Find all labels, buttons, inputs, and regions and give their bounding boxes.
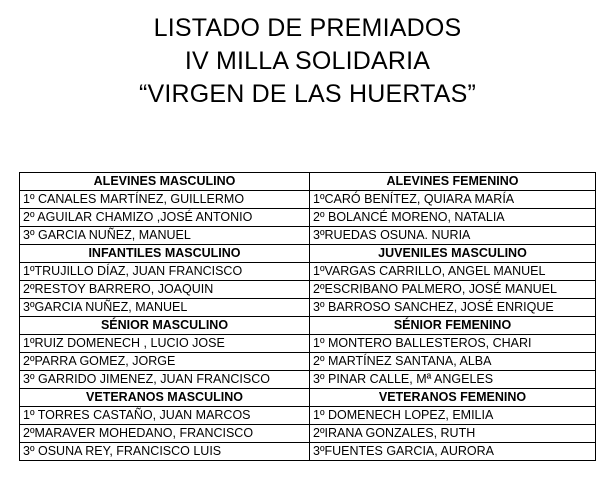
winner-cell-left: 2ºPARRA GOMEZ, JORGE	[20, 353, 310, 371]
winner-cell-left: 2º AGUILAR CHAMIZO ,JOSÉ ANTONIO	[20, 209, 310, 227]
winner-cell-right: 2ºESCRIBANO PALMERO, JOSÉ MANUEL	[310, 281, 596, 299]
table-row	[20, 209, 596, 227]
winner-cell-right: 1ºVARGAS CARRILLO, ANGEL MANUEL	[310, 263, 596, 281]
winner-cell-right: 3º BARROSO SANCHEZ, JOSÉ ENRIQUE	[310, 299, 596, 317]
document-title	[0, 12, 615, 111]
table-row	[20, 443, 596, 461]
category-header-left: INFANTILES MASCULINO	[20, 245, 310, 263]
winner-cell-left: 2ºMARAVER MOHEDANO, FRANCISCO	[20, 425, 310, 443]
awards-table	[19, 172, 596, 461]
winner-cell-right: 2º BOLANCÉ MORENO, NATALIA	[310, 209, 596, 227]
category-header-row	[20, 317, 596, 335]
winner-cell-left: 1º CANALES MARTÍNEZ, GUILLERMO	[20, 191, 310, 209]
winner-cell-left: 1º TORRES CASTAÑO, JUAN MARCOS	[20, 407, 310, 425]
table-row	[20, 407, 596, 425]
category-header-row	[20, 173, 596, 191]
winner-cell-left: 3º GARCIA NUÑEZ, MANUEL	[20, 227, 310, 245]
winner-cell-left: 3º OSUNA REY, FRANCISCO LUIS	[20, 443, 310, 461]
table-row	[20, 263, 596, 281]
winner-cell-left: 2ºRESTOY BARRERO, JOAQUIN	[20, 281, 310, 299]
winner-cell-right: 1º MONTERO BALLESTEROS, CHARI	[310, 335, 596, 353]
winner-cell-right: 2ºIRANA GONZALES, RUTH	[310, 425, 596, 443]
category-header-row	[20, 389, 596, 407]
category-header-right: VETERANOS FEMENINO	[310, 389, 596, 407]
category-header-row	[20, 245, 596, 263]
table-row	[20, 281, 596, 299]
table-row	[20, 425, 596, 443]
table-row	[20, 299, 596, 317]
table-row	[20, 353, 596, 371]
title-line-3: “VIRGEN DE LAS HUERTAS”	[138, 80, 477, 108]
table-row	[20, 371, 596, 389]
category-header-right: ALEVINES FEMENINO	[310, 173, 596, 191]
winner-cell-left: 3º GARRIDO JIMENEZ, JUAN FRANCISCO	[20, 371, 310, 389]
winner-cell-right: 3ºRUEDAS OSUNA. NURIA	[310, 227, 596, 245]
winner-cell-left: 1ºTRUJILLO DÍAZ, JUAN FRANCISCO	[20, 263, 310, 281]
category-header-right: SÉNIOR FEMENINO	[310, 317, 596, 335]
winner-cell-left: 3ºGARCIA NUÑEZ, MANUEL	[20, 299, 310, 317]
winner-cell-right: 3º PINAR CALLE, Mª ANGELES	[310, 371, 596, 389]
winner-cell-left: 1ºRUIZ DOMENECH , LUCIO JOSE	[20, 335, 310, 353]
table-row	[20, 191, 596, 209]
winner-cell-right: 1ºCARÓ BENÍTEZ, QUIARA MARÍA	[310, 191, 596, 209]
title-line-2: IV MILLA SOLIDARIA	[184, 47, 431, 75]
title-line-1: LISTADO DE PREMIADOS	[153, 14, 462, 42]
category-header-left: VETERANOS MASCULINO	[20, 389, 310, 407]
winner-cell-right: 1º DOMENECH LOPEZ, EMILIA	[310, 407, 596, 425]
table-row	[20, 335, 596, 353]
category-header-left: ALEVINES MASCULINO	[20, 173, 310, 191]
category-header-right: JUVENILES MASCULINO	[310, 245, 596, 263]
table-row	[20, 227, 596, 245]
winner-cell-right: 2º MARTÍNEZ SANTANA, ALBA	[310, 353, 596, 371]
category-header-left: SÉNIOR MASCULINO	[20, 317, 310, 335]
winner-cell-right: 3ºFUENTES GARCIA, AURORA	[310, 443, 596, 461]
